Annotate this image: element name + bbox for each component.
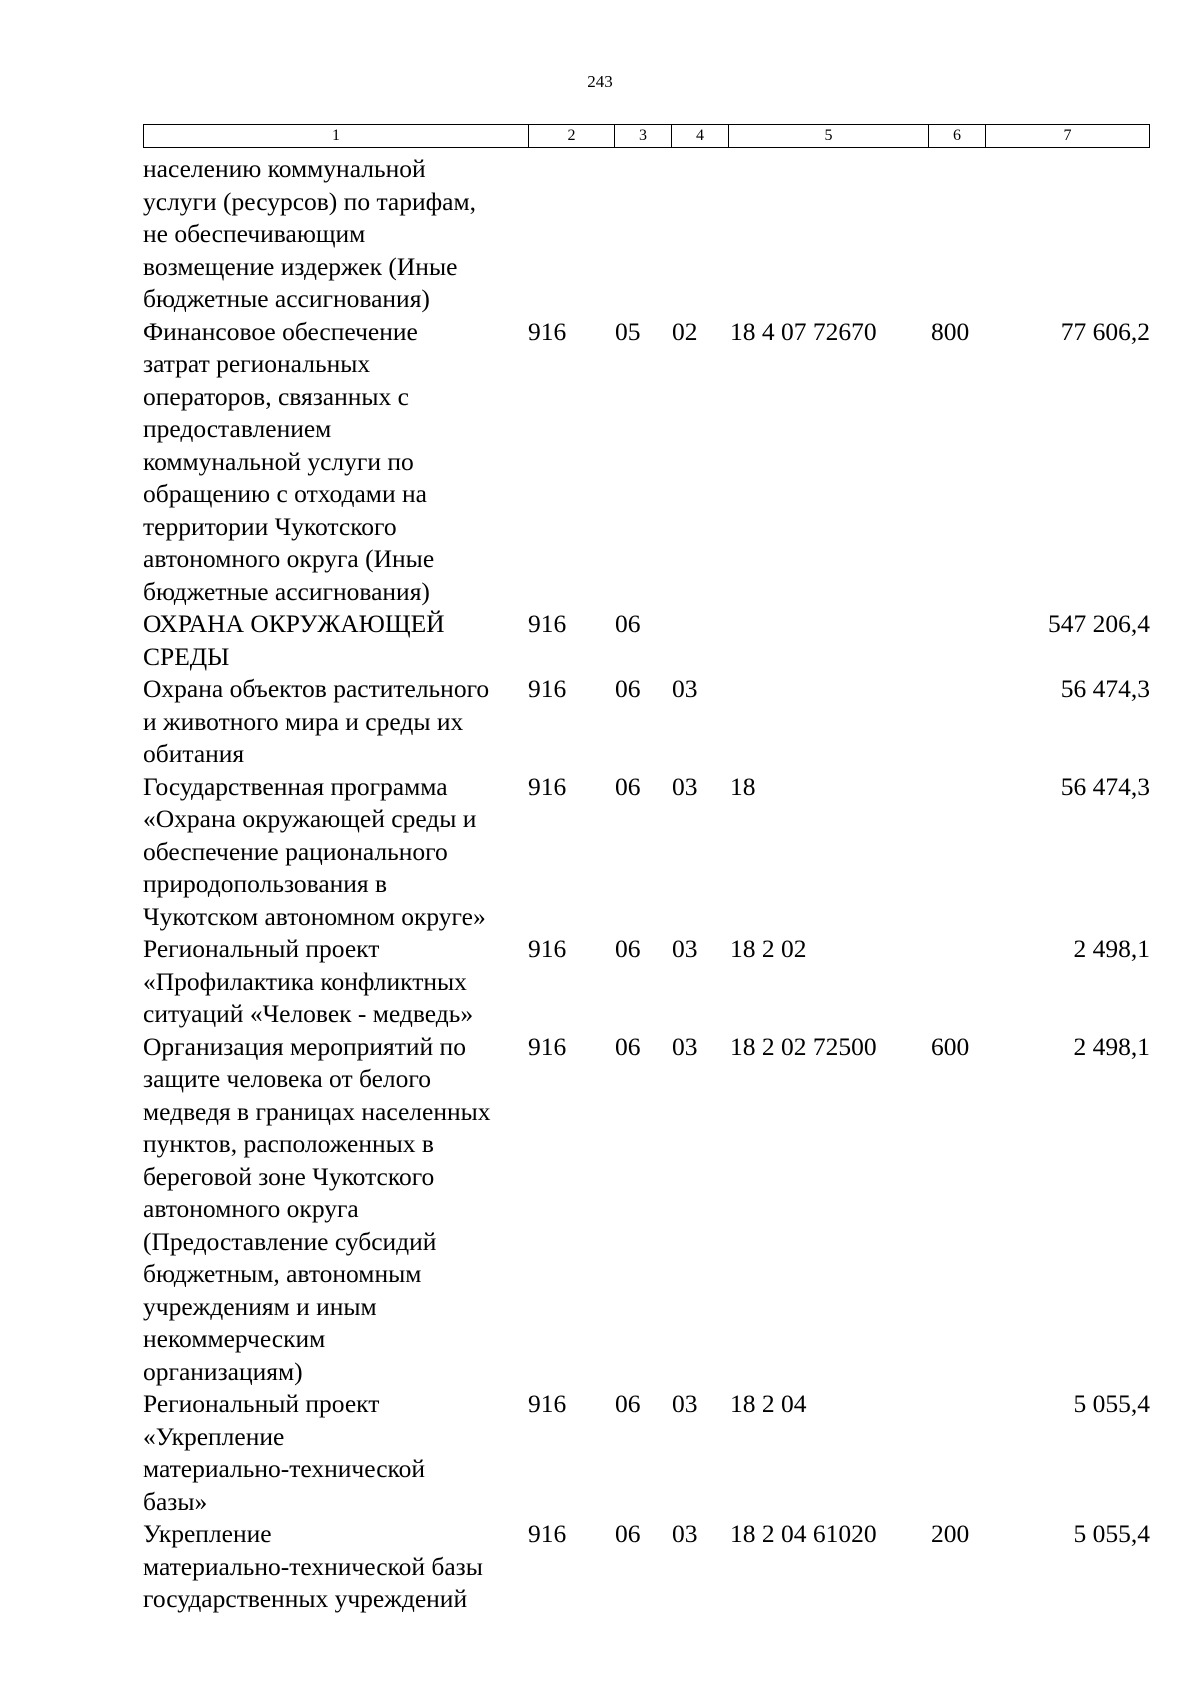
header-col-1: 1: [144, 125, 529, 148]
row-name: Государственная программа «Охрана окружающей среды и обеспечение рационального природопользования в Чукотском автономном округе»: [143, 771, 486, 931]
row-csr: 18 2 04 61020: [730, 1519, 877, 1548]
row-csr: 18 2 04: [730, 1389, 807, 1418]
row-amount: 2 498,1: [1073, 934, 1150, 963]
row-pr: 03: [672, 1389, 698, 1418]
table-row: [0, 316, 1200, 609]
row-ved: 916: [528, 674, 567, 703]
row-amount: 56 474,3: [1060, 771, 1150, 801]
row-csr: 18 4 07 72670: [730, 316, 877, 346]
row-pr: 03: [672, 674, 698, 703]
row-rz: 06: [615, 674, 641, 703]
table-row: [0, 608, 1200, 673]
row-amount: 77 606,2: [1060, 316, 1150, 346]
row-name: ОХРАНА ОКРУЖАЮЩЕЙ СРЕДЫ: [143, 609, 445, 671]
row-csr: 18: [730, 771, 756, 801]
column-number-header: [143, 124, 1150, 148]
header-col-4: 4: [672, 125, 729, 148]
row-ved: 916: [528, 771, 567, 801]
row-pr: 03: [672, 934, 698, 963]
row-name: Региональный проект «Укрепление материально-технической базы»: [143, 1389, 426, 1516]
table-row: [0, 673, 1200, 771]
row-ved: 916: [528, 609, 567, 638]
table-row: [0, 153, 1200, 316]
row-pr: 03: [672, 1031, 698, 1061]
row-name: Укрепление материально-технической базы государственных учреждений: [143, 1519, 483, 1613]
row-amount: 5 055,4: [1073, 1389, 1150, 1418]
row-name: Организация мероприятий по защите человека от белого медведя в границах населенных пунктов, расположенных в береговой зоне Чукотского автономного округа (Предоставление субсидий бюджетным, автономным учреждениям и иным некоммерческим организациям): [143, 1031, 491, 1386]
row-amount: 2 498,1: [1073, 1031, 1150, 1061]
row-amount: 5 055,4: [1073, 1519, 1150, 1548]
table-row: [0, 933, 1200, 1031]
row-csr: 18 2 02: [730, 934, 807, 963]
row-vr: 200: [931, 1519, 970, 1548]
row-amount: 56 474,3: [1060, 674, 1150, 703]
row-name: населению коммунальной услуги (ресурсов) по тарифам, не обеспечивающим возмещение издержек (Иные бюджетные ассигнования): [143, 154, 476, 313]
row-rz: 06: [615, 771, 641, 801]
table-row: [0, 1031, 1200, 1389]
row-rz: 06: [615, 1519, 641, 1548]
row-rz: 06: [615, 609, 641, 638]
header-col-6: 6: [929, 125, 986, 148]
row-ved: 916: [528, 934, 567, 963]
row-ved: 916: [528, 1519, 567, 1548]
row-vr: 600: [931, 1031, 970, 1061]
header-col-7: 7: [986, 125, 1150, 148]
row-amount: 547 206,4: [1048, 609, 1150, 638]
row-vr: 800: [931, 316, 970, 346]
header-col-3: 3: [615, 125, 672, 148]
row-name: Охрана объектов растительного и животного мира и среды их обитания: [143, 674, 490, 768]
row-rz: 06: [615, 934, 641, 963]
row-ved: 916: [528, 1031, 567, 1061]
row-rz: 06: [615, 1389, 641, 1418]
table-row: [0, 771, 1200, 934]
row-name: Финансовое обеспечение затрат региональных операторов, связанных с предоставлением коммунальной услуги по обращению с отходами на территории Чукотского автономного округа (Иные бюджетные ассигнования): [143, 316, 435, 606]
header-col-2: 2: [529, 125, 615, 148]
table-row: [0, 1388, 1200, 1518]
budget-table-body: [0, 153, 1200, 1616]
row-rz: 06: [615, 1031, 641, 1061]
header-col-5: 5: [729, 125, 929, 148]
row-pr: 03: [672, 1519, 698, 1548]
row-name: Региональный проект «Профилактика конфликтных ситуаций «Человек - медведь»: [143, 934, 474, 1028]
row-rz: 05: [615, 316, 641, 346]
row-pr: 02: [672, 316, 698, 346]
page-number: 243: [587, 72, 613, 91]
row-ved: 916: [528, 1389, 567, 1418]
row-ved: 916: [528, 316, 567, 346]
row-pr: 03: [672, 771, 698, 801]
row-csr: 18 2 02 72500: [730, 1031, 877, 1061]
table-row: [0, 1518, 1200, 1616]
